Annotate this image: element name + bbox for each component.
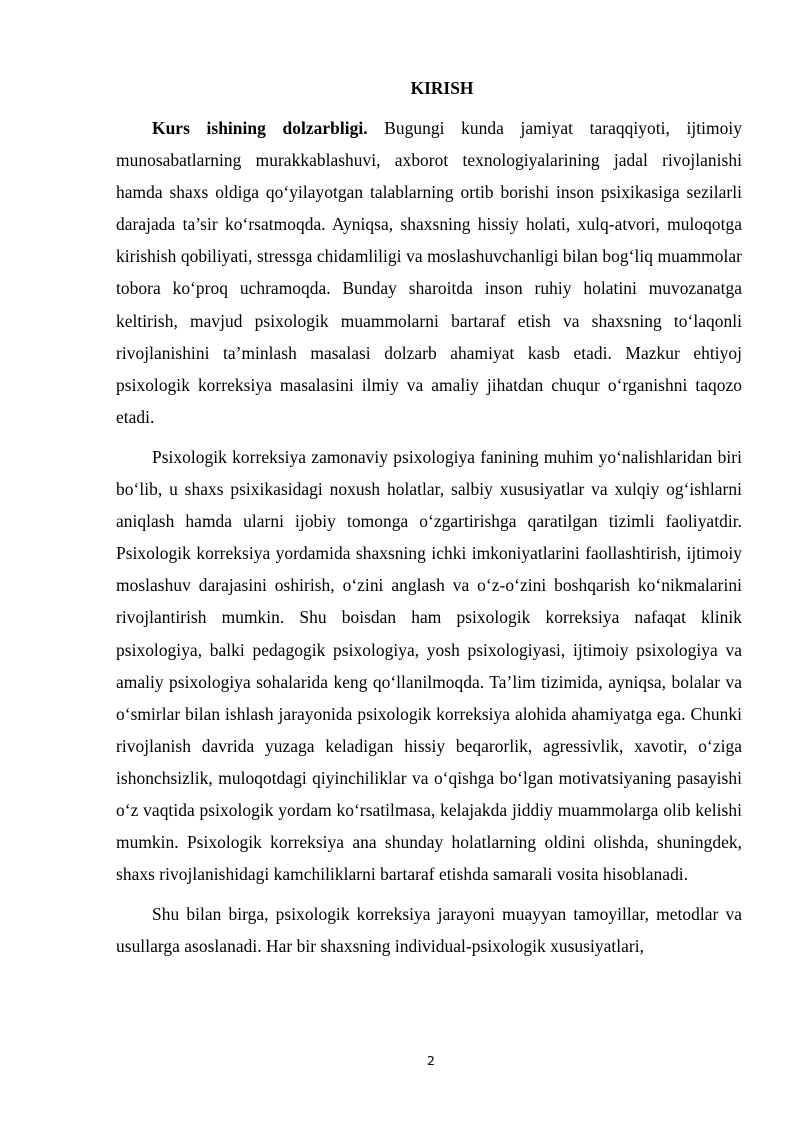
paragraph-principles: Shu bilan birga, psixologik korreksiya jarayoni muayyan tamoyillar, metodlar va usullarga asoslanadi. Har bir shaxsning individual-psixologik xususiyatlari, [116, 904, 742, 957]
paragraph-lead: Kurs ishining dolzarbligi. [152, 118, 368, 138]
paragraph-relevance [116, 112, 742, 433]
paragraph-text: Bugungi kunda jamiyat taraqqiyoti, ijtimoiy munosabatlarning murakkablashuvi, axborot texnologiyalarining jadal rivojlanishi hamda shaxs oldiga qo‘yilayotgan talablarning ortib borishi inson psixikasiga sezilarli darajada ta’sir ko‘rsatmoqda. Ayniqsa, shaxsning hissiy holati, xulq-atvori, muloqotga kirishish qobiliyati, stressga chidamliligi va moslashuvchanligi bilan bog‘liq muammolar tobora ko‘proq uchramoqda. Bunday sharoitda inson ruhiy holatini muvozanatga keltirish, mavjud psixologik muammolarni bartaraf etish va shaxsning to‘laqonli rivojlanishini ta’minlash masalasi dolzarb ahamiyat kasb etadi. Mazkur ehtiyoj psixologik korreksiya masalasini ilmiy va amaliy jihatdan chuqur o‘rganishni taqozo etadi. [116, 118, 742, 427]
page-number: 2 [427, 1053, 435, 1068]
paragraph-correction: Psixologik korreksiya zamonaviy psixologiya fanining muhim yo‘nalishlaridan biri bo‘lib, u shaxs psixikasidagi noxush holatlar, salbiy xususiyatlar va xulqiy og‘ishlarni aniqlash hamda ularni ijobiy tomonga o‘zgartirishga qaratilgan tizimli faoliyatdir. Psixologik korreksiya yordamida shaxsning ichki imkoniyatlarini faollashtirish, ijtimoiy moslashuv darajasini oshirish, o‘zini anglash va o‘z-o‘zini boshqarish ko‘nikmalarini rivojlantirish mumkin. Shu boisdan ham psixologik korreksiya nafaqat klinik psixologiya, balki pedagogik psixologiya, yosh psixologiyasi, ijtimoiy psixologiya va amaliy psixologiya sohalarida keng qo‘llanilmoqda. Ta’lim tizimida, ayniqsa, bolalar va o‘smirlar bilan ishlash jarayonida psixologik korreksiya alohida ahamiyatga ega. Chunki rivojlanish davrida yuzaga keladigan hissiy beqarorlik, agressivlik, xavotir, o‘ziga ishonchsizlik, muloqotdagi qiyinchiliklar va o‘qishga bo‘lgan motivatsiyaning pasayishi o‘z vaqtida psixologik yordam ko‘rsatilmasa, kelajakda jiddiy muammolarga olib kelishi mumkin. Psixologik korreksiya ana shunday holatlarning oldini olishda, shuningdek, shaxs rivojlanishidagi kamchiliklarni bartaraf etishda samarali vosita hisoblanadi. [116, 446, 742, 885]
page-content [116, 72, 742, 962]
section-title: KIRISH [410, 78, 474, 98]
